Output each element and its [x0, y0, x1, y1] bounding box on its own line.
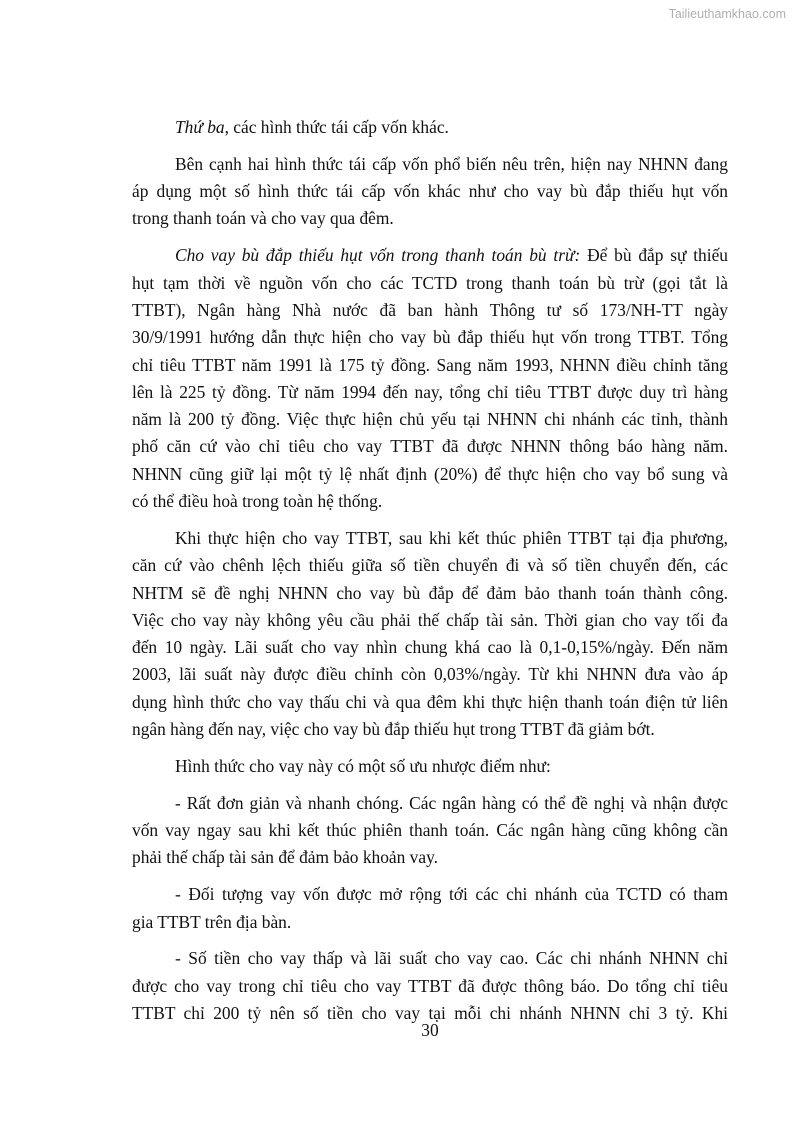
line-text: 30/9/1991 hướng dẫn thực hiện cho vay bù đắp thiếu hụt vốn trong TTBT. Tổng — [132, 327, 728, 348]
text-line — [132, 488, 728, 515]
document-body — [132, 114, 728, 1037]
text-line — [132, 661, 728, 688]
paragraph — [132, 242, 728, 515]
text-line — [132, 634, 728, 661]
line-text: - Rất đơn giản và nhanh chóng. Các ngân hàng có thể đề nghị và nhận được — [175, 792, 728, 813]
paragraph — [132, 881, 728, 936]
text-line — [132, 881, 728, 908]
text-line — [132, 433, 728, 460]
text-line — [132, 607, 728, 634]
paragraph — [132, 114, 728, 141]
line-text: được cho vay trong chỉ tiêu cho vay TTBT đã được thông báo. Do tổng chỉ tiêu — [132, 975, 728, 996]
line-text: TTBT chỉ 200 tỷ nên số tiền cho vay tại mỗi chi nhánh NHNN chỉ 3 tỷ. Khi — [132, 1003, 728, 1024]
text-line — [132, 580, 728, 607]
line-text: Bên cạnh hai hình thức tái cấp vốn phổ biến nêu trên, hiện nay NHNN đang — [175, 153, 728, 174]
text-line — [132, 151, 728, 178]
text-line — [132, 178, 728, 205]
text-line — [132, 909, 728, 936]
text-line — [132, 461, 728, 488]
line-text: Việc cho vay này không yêu cầu phải thế chấp tài sản. Thời gian cho vay tối đa — [132, 609, 728, 630]
line-text: phải thế chấp tài sản để đảm bảo khoản vay. — [132, 847, 438, 868]
line-text: NHTM sẽ đề nghị NHNN cho vay bù đắp để đảm bảo thanh toán thành công. — [132, 582, 728, 603]
line-text: gia TTBT trên địa bàn. — [132, 911, 292, 932]
paragraph — [132, 945, 728, 1027]
text-line — [132, 406, 728, 433]
text-line — [132, 242, 728, 269]
line-text: có thể điều hoà trong toàn hệ thống. — [132, 491, 383, 512]
watermark: Tailieuthamkhao.com — [668, 7, 786, 21]
line-text: phố căn cứ vào chỉ tiêu cho vay TTBT đã được NHNN thông báo hàng năm. — [132, 436, 728, 457]
text-line — [132, 689, 728, 716]
line-text: chỉ tiêu TTBT năm 1991 là 175 tỷ đồng. Sang năm 1993, NHNN điều chỉnh tăng — [132, 354, 728, 375]
line-text: vốn vay ngay sau khi kết thúc phiên thanh toán. Các ngân hàng cũng không cần — [132, 820, 728, 841]
text-line — [132, 205, 728, 232]
line-text: Để bù đắp sự thiếu — [580, 245, 728, 266]
line-text: năm là 200 tỷ đồng. Việc thực hiện chủ yếu tại NHNN chi nhánh các tỉnh, thành — [132, 409, 728, 430]
line-text: - Đối tượng vay vốn được mở rộng tới các chi nhánh của TCTD có tham — [175, 884, 728, 905]
text-line — [132, 817, 728, 844]
italic-lead: Thứ ba — [175, 117, 225, 137]
line-text: trong thanh toán và cho vay qua đêm. — [132, 208, 394, 229]
italic-lead: Cho vay bù đắp thiếu hụt vốn trong thanh toán bù trừ: — [175, 245, 581, 266]
line-text: đến 10 ngày. Lãi suất cho vay nhìn chung khá cao là 0,1-0,15%/ngày. Đến năm — [132, 637, 728, 658]
line-text: NHNN cũng giữ lại một tỷ lệ nhất định (20%) để thực hiện cho vay bổ sung và — [132, 463, 728, 484]
paragraph — [132, 525, 728, 743]
line-text: áp dụng một số hình thức tái cấp vốn khác như cho vay bù đắp thiếu hụt vốn — [132, 181, 728, 202]
text-line — [132, 844, 728, 871]
line-text: , các hình thức tái cấp vốn khác. — [224, 117, 449, 137]
line-text: Khi thực hiện cho vay TTBT, sau khi kết thúc phiên TTBT tại địa phương, — [175, 527, 728, 548]
line-text: TTBT), Ngân hàng Nhà nước đã ban hành Thông tư số 173/NH-TT ngày — [132, 299, 728, 320]
line-text: - Số tiền cho vay thấp và lãi suất cho vay cao. Các chi nhánh NHNN chỉ — [175, 948, 728, 969]
line-text: ngân hàng đến nay, việc cho vay bù đắp thiếu hụt trong TTBT đã giảm bớt. — [132, 719, 655, 740]
text-line — [132, 297, 728, 324]
text-line — [132, 552, 728, 579]
text-line — [132, 324, 728, 351]
page-number: 30 — [421, 1020, 439, 1040]
text-line — [132, 973, 728, 1000]
paragraph — [132, 151, 728, 233]
line-text: dụng hình thức cho vay thấu chi và qua đêm khi thực hiện thanh toán điện tử liên — [132, 691, 728, 712]
text-line — [132, 753, 728, 780]
text-line — [132, 790, 728, 817]
paragraph — [132, 790, 728, 872]
line-text: Hình thức cho vay này có một số ưu nhược điểm như: — [175, 755, 551, 776]
text-line — [132, 525, 728, 552]
text-line — [132, 114, 728, 141]
text-line — [132, 270, 728, 297]
paragraph — [132, 753, 728, 780]
text-line — [132, 379, 728, 406]
text-line — [132, 352, 728, 379]
text-line — [132, 716, 728, 743]
line-text: 2003, lãi suất này được điều chỉnh còn 0,03%/ngày. Từ khi NHNN đưa vào áp — [132, 664, 728, 685]
text-line — [132, 945, 728, 972]
line-text: hụt tạm thời về nguồn vốn cho các TCTD trong thanh toán bù trừ (gọi tắt là — [132, 272, 728, 293]
line-text: lên là 225 tỷ đồng. Từ năm 1994 đến nay, tổng chỉ tiêu TTBT được duy trì hàng — [132, 381, 728, 402]
line-text: căn cứ vào chênh lệch thiếu giữa số tiền chuyển đi và số tiền chuyển đến, các — [132, 555, 728, 576]
